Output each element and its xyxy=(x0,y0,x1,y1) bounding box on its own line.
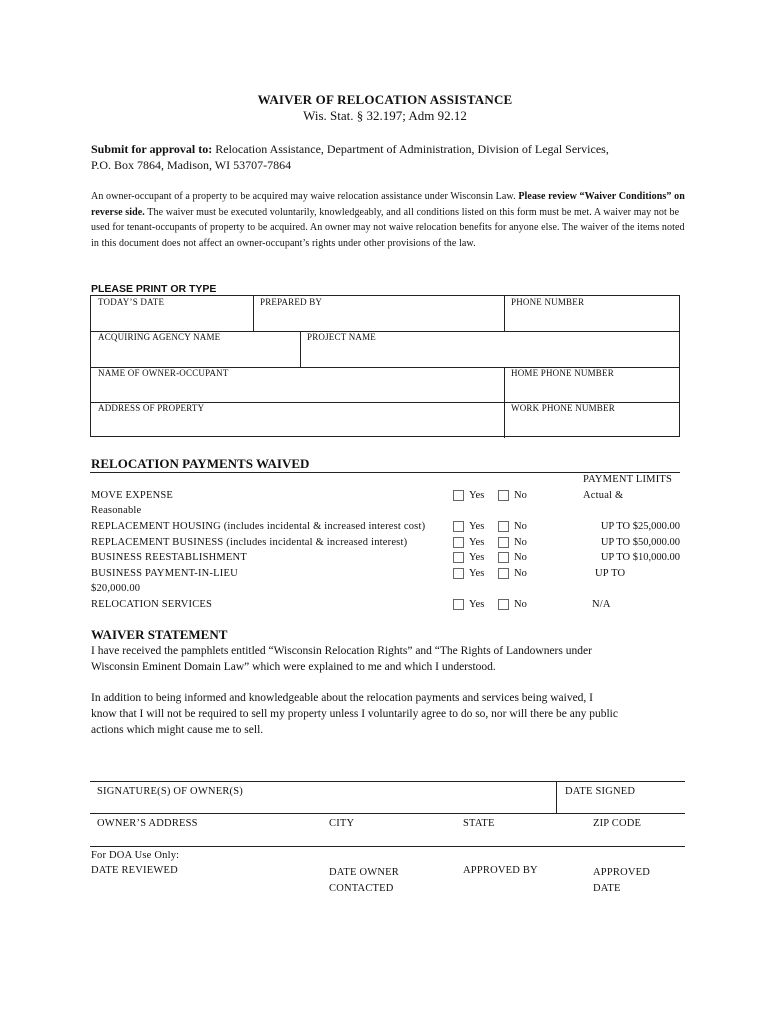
waiver-p1-line2: Wisconsin Eminent Domain Law” which were explained to me and which I understood. xyxy=(91,661,496,673)
date-reviewed-label: DATE REVIEWED xyxy=(91,865,178,876)
submit-address xyxy=(91,141,691,173)
approved-date-line1: APPROVED xyxy=(593,867,651,878)
no-label: No xyxy=(514,521,527,532)
limit-relocation-services: N/A xyxy=(592,599,611,610)
yes-label: Yes xyxy=(469,537,485,548)
form-title: WAIVER OF RELOCATION ASSISTANCE xyxy=(257,92,513,107)
acquiring-agency-field[interactable] xyxy=(91,331,300,367)
waiver-paragraph-2 xyxy=(91,690,691,738)
home-phone-label: HOME PHONE NUMBER xyxy=(511,368,614,378)
intro-text-1: An owner-occupant of a property to be acquired may waive relocation assistance under Wisconsin Law. xyxy=(91,191,519,202)
project-name-label: PROJECT NAME xyxy=(307,332,376,342)
payment-label-replacement-business: REPLACEMENT BUSINESS (includes incidental & increased interest) xyxy=(91,537,408,548)
business-reestablishment-no-checkbox[interactable] xyxy=(498,552,509,563)
owner-address-field[interactable] xyxy=(90,814,320,845)
yes-label: Yes xyxy=(469,490,485,501)
yes-label: Yes xyxy=(469,599,485,610)
project-name-field[interactable] xyxy=(300,331,679,367)
relocation-services-yes-checkbox[interactable] xyxy=(453,599,464,610)
yes-label: Yes xyxy=(469,568,485,579)
waiver-p1-line1: I have received the pamphlets entitled “Wisconsin Relocation Rights” and “The Rights of Landowners under xyxy=(91,645,592,657)
replacement-housing-yes-checkbox[interactable] xyxy=(453,521,464,532)
approved-date-label xyxy=(593,865,650,897)
owner-signature-field[interactable] xyxy=(90,782,556,813)
move-expense-yes-checkbox[interactable] xyxy=(453,490,464,501)
payments-rule xyxy=(90,472,680,473)
intro-text-2: The waiver must be executed voluntarily, knowledgeably, and all conditions listed on this form must be met. A waiver may not be used for tenant-occupants of property to be acquired. An owner may not waive relocation benefits for anyone else. The waiver of the items noted in this document does not affect an owner-occupant’s rights under other provisions of the law. xyxy=(91,206,685,249)
city-label: CITY xyxy=(329,818,355,829)
no-label: No xyxy=(514,537,527,548)
payment-label-business-reestablishment: BUSINESS REESTABLISHMENT xyxy=(91,552,247,563)
work-phone-field[interactable] xyxy=(504,402,679,436)
work-phone-label: WORK PHONE NUMBER xyxy=(511,403,615,413)
waiver-p2-line1: In addition to being informed and knowledgeable about the relocation payments and services being waived, I xyxy=(91,692,594,704)
date-owner-contacted-label xyxy=(329,865,399,897)
limit-business-reestablishment: UP TO $10,000.00 xyxy=(600,552,680,563)
date-signed-field[interactable] xyxy=(557,782,685,813)
city-field[interactable] xyxy=(322,814,452,845)
payment-limits-header: PAYMENT LIMITS xyxy=(583,474,673,485)
date-owner-contacted-line1: DATE OWNER xyxy=(329,867,399,878)
phone-number-label: PHONE NUMBER xyxy=(511,297,585,307)
limit-move-expense: Actual & xyxy=(583,490,624,501)
limit-replacement-housing: UP TO $25,000.00 xyxy=(600,521,680,532)
zip-code-label: ZIP CODE xyxy=(593,818,642,829)
payment-label-move-expense: MOVE EXPENSE xyxy=(91,490,174,501)
payments-heading: RELOCATION PAYMENTS WAIVED xyxy=(91,456,310,471)
state-field[interactable] xyxy=(456,814,586,845)
submit-label: Submit for approval to: xyxy=(91,142,213,156)
payment-label-business-payment-in-lieu: BUSINESS PAYMENT-IN-LIEU xyxy=(91,568,238,579)
waiver-p2-line2: know that I will not be required to sell my property unless I voluntarily agree to do so, nor will there be any public xyxy=(91,708,618,720)
yes-label: Yes xyxy=(469,521,485,532)
approved-date-line2: DATE xyxy=(593,883,621,894)
owner-name-label: NAME OF OWNER-OCCUPANT xyxy=(98,368,229,378)
submit-line1: Relocation Assistance, Department of Administration, Division of Legal Services, xyxy=(212,142,609,156)
prepared-by-field[interactable] xyxy=(253,296,504,331)
limit-replacement-business: UP TO $50,000.00 xyxy=(600,537,680,548)
limit-payment-in-lieu: UP TO xyxy=(595,568,626,579)
replacement-business-no-checkbox[interactable] xyxy=(498,537,509,548)
intro-paragraph xyxy=(91,189,691,251)
info-grid xyxy=(90,295,680,437)
todays-date-label: TODAY’S DATE xyxy=(98,297,165,307)
owner-signature-label: SIGNATURE(S) OF OWNER(S) xyxy=(97,786,243,797)
intro-bold: Please review “Waiver Conditions” on reverse side. xyxy=(91,191,685,218)
replacement-housing-no-checkbox[interactable] xyxy=(498,521,509,532)
business-reestablishment-yes-checkbox[interactable] xyxy=(453,552,464,563)
approved-by-label: APPROVED BY xyxy=(463,865,538,876)
replacement-business-yes-checkbox[interactable] xyxy=(453,537,464,548)
no-label: No xyxy=(514,599,527,610)
move-expense-no-checkbox[interactable] xyxy=(498,490,509,501)
statute-reference: Wis. Stat. § 32.197; Adm 92.12 xyxy=(303,108,467,123)
prepared-by-label: PREPARED BY xyxy=(260,297,323,307)
payment-in-lieu-yes-checkbox[interactable] xyxy=(453,568,464,579)
print-type-heading: PLEASE PRINT OR TYPE xyxy=(91,283,217,295)
no-label: No xyxy=(514,552,527,563)
doa-use-label: For DOA Use Only: xyxy=(91,850,180,861)
property-address-field[interactable] xyxy=(91,402,504,436)
waiver-heading: WAIVER STATEMENT xyxy=(91,627,228,642)
relocation-services-no-checkbox[interactable] xyxy=(498,599,509,610)
owner-address-label: OWNER’S ADDRESS xyxy=(97,818,198,829)
phone-number-field[interactable] xyxy=(504,296,679,331)
waiver-p2-line3: actions which might cause me to sell. xyxy=(91,724,264,736)
todays-date-field[interactable] xyxy=(91,296,253,331)
limit-move-expense-continued: Reasonable xyxy=(91,505,142,516)
yes-label: Yes xyxy=(469,552,485,563)
no-label: No xyxy=(514,490,527,501)
waiver-paragraph-1 xyxy=(91,643,691,675)
signature-bottom-rule xyxy=(90,846,685,847)
date-signed-label: DATE SIGNED xyxy=(565,786,636,797)
payment-in-lieu-no-checkbox[interactable] xyxy=(498,568,509,579)
submit-line2: P.O. Box 7864, Madison, WI 53707-7864 xyxy=(91,158,292,172)
home-phone-field[interactable] xyxy=(504,367,679,402)
acquiring-agency-label: ACQUIRING AGENCY NAME xyxy=(98,332,221,342)
payment-label-replacement-housing: REPLACEMENT HOUSING (includes incidental & increased interest cost) xyxy=(91,521,426,532)
date-owner-contacted-line2: CONTACTED xyxy=(329,883,394,894)
owner-name-field[interactable] xyxy=(91,367,504,402)
no-label: No xyxy=(514,568,527,579)
zip-code-field[interactable] xyxy=(586,814,685,845)
property-address-label: ADDRESS OF PROPERTY xyxy=(98,403,205,413)
state-label: STATE xyxy=(463,818,495,829)
payment-label-relocation-services: RELOCATION SERVICES xyxy=(91,599,213,610)
limit-payment-in-lieu-continued: $20,000.00 xyxy=(91,583,141,594)
